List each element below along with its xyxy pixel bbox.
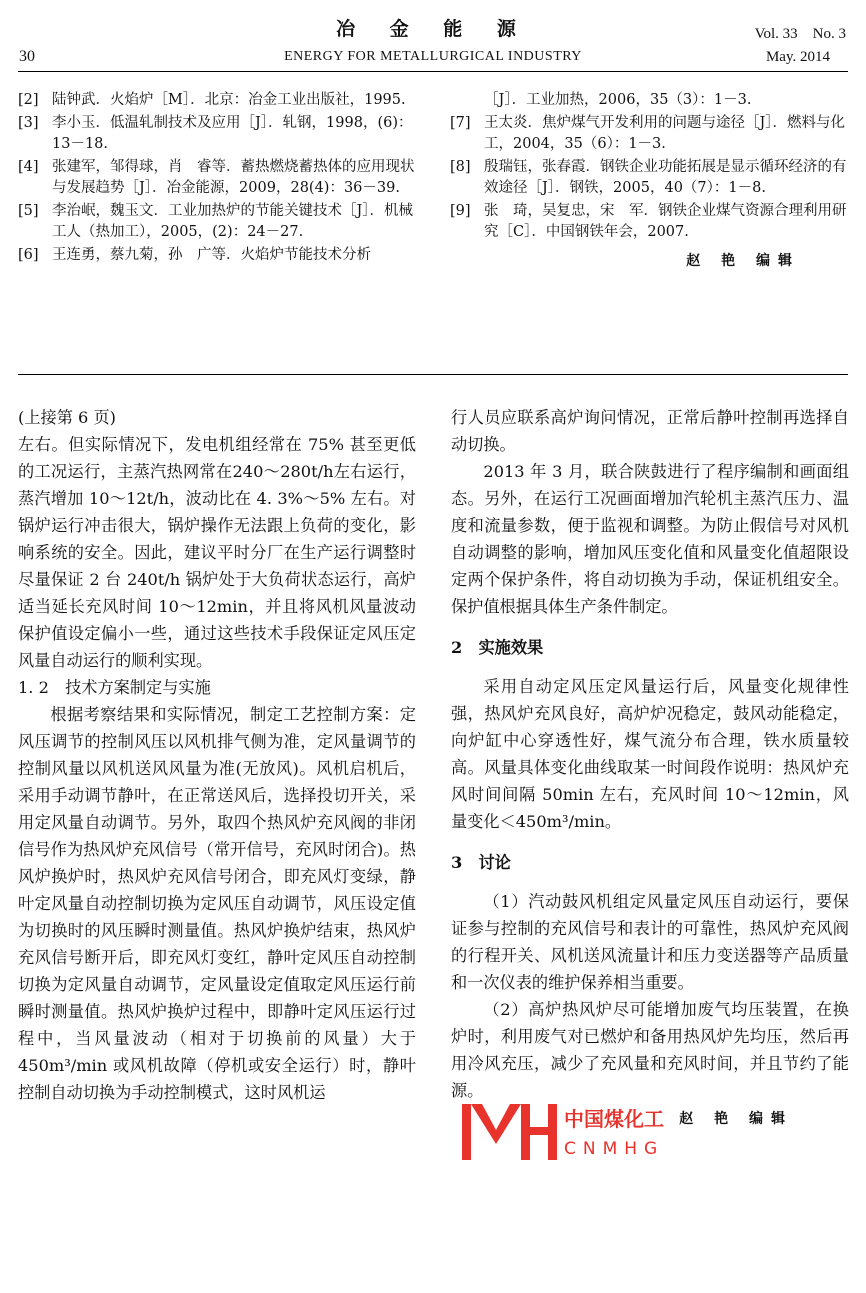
subsection-heading: 1. 2 技术方案制定与实施 [18,678,211,697]
references-left [18,90,418,268]
body-column-right [451,404,849,1133]
issue-date: May. 2014 [765,49,830,65]
editor-credit: 赵 艳 编辑 [686,253,800,269]
reference-continuation: ［J］．工业加热，2006，35（3）：1－3. [484,92,752,108]
reference-item: [5] 李治岷，魏玉文．工业加热炉的节能关键技术［J］．机械工人（热加工），2005，(2)：24－27. [18,203,414,240]
reference-item: [9] 张 琦，吴复忠，宋 军．钢铁企业煤气资源合理利用研究［C］．中国钢铁年会，2007. [450,203,847,240]
editor-credit: 赵 艳 编辑 [679,1111,793,1127]
reference-item: [6] 王连勇，蔡九菊，孙 广等．火焰炉节能技术分析 [18,247,371,263]
volume-issue: Vol. 33 No. 3 [754,26,846,42]
references-right [450,90,850,272]
paragraph: 根据考察结果和实际情况，制定工艺控制方案：定风压调节的控制风压以风机排气侧为准，定风量调节的控制风量以风机送风风量为准(无放风)。风机启机后，采用手动调节静叶，在正常送风后，选择投切开关，采用定风量自动调节。另外，取四个热风炉充风阀的非闭信号作为热风炉充风信号（常开信号，充风时闭合)。热风炉换炉时，热风炉充风信号闭合，即充风灯变绿，静叶定风量自动控制切换为定风压自动调节，风压设定值为切换时的风压瞬时测量值。热风炉换炉结束，热风炉充风信号断开后，即充风灯变红，静叶定风压自动控制切换为定风量自动调节，定风量设定值取定风压运行前瞬时测量值。热风炉换炉过程中，即静叶定风压运行过程中，当风量波动（相对于切换前的风量）大于 450m³/min 或风机故障（停机或安全运行）时，静叶控制自动切换为手动控制模式，这时风机运 [18,705,416,1102]
reference-item: [7] 王太炎．焦炉煤气开发利用的问题与途径［J］．燃料与化工，2004，35（6）：1－3. [450,115,846,152]
reference-item: [2] 陆钟武．火焰炉［M］．北京：冶金工业出版社，1995. [18,92,406,108]
reference-item: [3] 李小玉．低温轧制技术及应用［J］．轧钢，1998，(6)：13－18. [18,115,413,152]
watermark-en-text: CNMHG [564,1139,665,1159]
paragraph: 左右。但实际情况下，发电机组经常在 75% 甚至更低的工况运行，主蒸汽热网常在240～280t/h左右运行，蒸汽增加 10～12t/h，波动比在 4. 3%～5% 左右。对锅炉运行冲击很大，锅炉操作无法跟上负荷的变化，影响系统的安全。因此，建议平时分厂在生产运行调整时尽量保证 2 台 240t/h 锅炉处于大负荷状态运行，高炉适当延长充风时间 10～12min，并且将风机风量波动保护值设定偏小一些，通过这些技术手段保证定风压定风量自动运行的顺利实现。 [18,435,416,670]
paragraph: （2）高炉热风炉尽可能增加废气均压装置，在换炉时，利用废气对已燃炉和备用热风炉先均压，然后再用冷风充压，减少了充风量和充风时间，并且节约了能源。 [451,1000,849,1100]
watermark-mh-mark [462,1104,557,1160]
header-rule [18,71,848,72]
paragraph: 采用自动定风压定风量运行后，风量变化规律性强，热风炉充风良好，高炉炉况稳定，鼓风动能稳定，向炉缸中心穿透性好，煤气流分布合理，铁水质量较高。风量具体变化曲线取某一时间段作说明：热风炉充风时间间隔 50min 左右，充风时间 10～12min，风量变化＜450m³/min。 [451,677,849,831]
page-number: 30 [19,48,35,65]
paragraph: 行人员应联系高炉询问情况，正常后静叶控制再选择自动切换。 [451,408,849,454]
section-divider [18,374,848,375]
watermark-logo [462,1100,677,1162]
reference-item: [8] 殷瑞钰，张春霞．钢铁企业功能拓展是显示循环经济的有效途径［J］．钢铁，2005，40（7）：1－8. [450,159,847,196]
journal-title-cn: 冶 金 能 源 [336,18,530,40]
body-column-left [18,404,416,1106]
reference-item: [4] 张建军，邹得球，肖 睿等．蓄热燃烧蓄热体的应用现状与发展趋势［J］．冶金能源，2009，28(4)：36－39. [18,159,415,196]
continued-note: (上接第 6 页) [18,408,116,427]
paragraph: 2013 年 3 月，联合陕鼓进行了程序编制和画面组态。另外，在运行工况画面增加汽轮机主蒸汽压力、温度和流量参数，便于监视和调整。为防止假信号对风机自动调整的影响，增加风压变化值和风量变化值超限设定两个保护条件，将自动切换为手动，保证机组安全。保护值根据具体生产条件制定。 [451,462,849,616]
section-heading: 3 讨论 [451,853,511,872]
journal-title-en: ENERGY FOR METALLURGICAL INDUSTRY [284,49,582,64]
watermark-cn-text: 中国煤化工 [564,1107,664,1131]
paragraph: （1）汽动鼓风机组定风量定风压自动运行，要保证参与控制的充风信号和表计的可靠性，热风炉充风阀的行程开关、风机送风流量计和压力变送器等产品质量和一次仪表的维护保养相当重要。 [451,892,849,992]
section-heading: 2 实施效果 [451,638,544,657]
